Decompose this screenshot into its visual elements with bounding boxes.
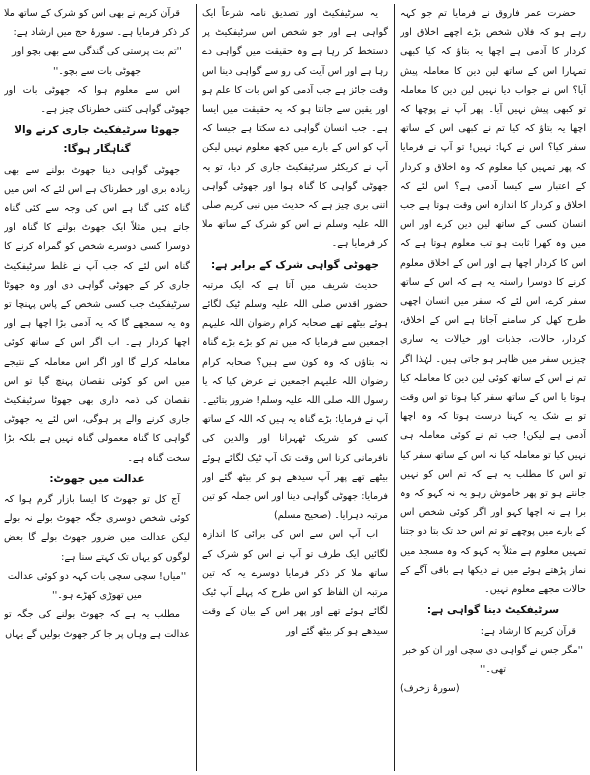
column-divider [394, 4, 395, 771]
quoted-verse: ''تم بت پرستی کی گندگی سے بھی بچو اور جھوٹی بات سے بچو۔'' [12, 46, 182, 77]
paragraph: مطلب یہ ہے کہ جھوٹ بولنے کی جگہ تو عدالت ہے وہاں پر جا کر جھوٹ بولیں گے یہاں [4, 609, 190, 640]
document-page [4, 4, 586, 771]
text-column-left [4, 4, 190, 771]
paragraph: یہ سرٹیفکیٹ اور تصدیق نامہ شرعاً ایک گواہی ہے اور جو شخص اس سرٹیفکیٹ پر دستخط کر رہا ہے وہ حقیقت میں گواہی دے رہا ہے اور اس آیت کی رو سے گواہی دینا اس وقت جائز ہے جب آدمی کو اس بات کا علم ہو اور یقین سے جانتا ہو کہ یہ حقیقت میں ایسا ہے۔ جب انسان گواہی دے سکتا ہے جیسا کہ آپ کو اس کے بارے میں کچھ معلوم نہیں لیکن آپ نے کریکٹر سرٹیفکیٹ جاری کر دیا، تو یہ جھوٹی گواہی کا گناہ ہوا اور جھوٹی گواہی اتنی بری چیز ہے کہ حدیث میں نبی کریم صلی اللہ علیہ وسلم نے اس کو شرک کے ساتھ ملا کر فرمایا ہے۔ [202, 8, 388, 250]
paragraph: اس سے معلوم ہوا کہ جھوٹی بات اور جھوٹی گواہی کتنی خطرناک چیز ہے۔ [4, 84, 190, 116]
paragraph: قرآن کریم کا ارشاد ہے: [480, 625, 576, 637]
text-column-right [400, 4, 586, 771]
section-heading: سرٹیفکیٹ دینا گواہی ہے: [426, 604, 560, 617]
section-heading: جھوٹی گواہی شرک کے برابر ہے: [211, 258, 379, 271]
section-heading: جھوٹا سرٹیفکیٹ جاری کرنے والا گناہگار ہوگا: [14, 124, 180, 156]
source-reference: (سورۂ زخرف) [400, 683, 460, 695]
section-heading: عدالت میں جھوٹ: [49, 472, 145, 485]
paragraph: قرآن کریم نے بھی اس کو شرک کے ساتھ ملا کر ذکر فرمایا ہے۔ سورۂ حج میں ارشاد ہے: [4, 8, 190, 39]
quoted-verse: ''مگر جس نے گواہی دی سچی اور ان کو خبر تھی۔'' [402, 644, 583, 675]
paragraph: اب آپ اس سے اس کی برائی کا اندازہ لگائیں ایک طرف تو آپ نے اس کو شرک کے ساتھ ملا کر ذکر فرمایا دوسرے یہ کہ تین مرتبہ ان الفاظ کو اس طرح کہ پہلے آپ ٹیک لگائے ہوئے تھے اور پھر اس کے بیان کے وقت سیدھے ہو کر بیٹھ گئے اور [202, 529, 388, 637]
paragraph: حدیث شریف میں آتا ہے کہ ایک مرتبہ حضور اقدس صلی اللہ علیہ وسلم ٹیک لگائے ہوئے بیٹھے تھے صحابہ کرام رضوان اللہ علیہم اجمعین سے فرمایا کہ میں تم کو بڑے بڑے گناہ نہ بتاؤں کہ وہ کون سے ہیں؟ صحابہ کرام رضوان اللہ علیہم اجمعین نے عرض کیا کہ یا رسول اللہ صلی اللہ علیہ وسلم! ضرور بتائیے۔ آپ نے فرمایا: بڑے گناہ یہ ہیں کہ اللہ کے ساتھ کسی کو شریک ٹھہرانا اور والدین کی نافرمانی کرنا اس وقت تک آپ ٹیک لگائے ہوئے بیٹھے تھے پھر آپ سیدھے ہو کر بیٹھ گئے اور فرمایا: جھوٹی گواہی دینا اور اس جملہ کو تین مرتبہ دہرایا۔ (صحیح مسلم) [202, 279, 388, 522]
column-divider [196, 4, 197, 771]
paragraph: حضرت عمر فاروق نے فرمایا تم جو کہہ رہے ہو کہ فلاں شخص بڑے اچھے اخلاق اور کردار کا آدمی ہے اچھا یہ بتاؤ کہ کیا کبھی تمہارا اس کے ساتھ لین دین کا معاملہ پیش آیا؟ اس نے جواب دیا نہیں لین دین کا معاملہ تو کبھی پیش نہیں آیا۔ پھر آپ نے پوچھا کہ اچھا یہ بتاؤ کہ کیا تم نے کبھی اس کے ساتھ سفر کیا؟ اس نے کہا: نہیں! تو آپ نے فرمایا کہ پھر تمہیں کیا معلوم کہ وہ اخلاق و کردار کے اعتبار سے کیسا آدمی ہے؟ اس لئے کہ اخلاق و کردار کا اندازہ اس وقت ہوتا ہے جب انسان کسی کے ساتھ لین دین کرے اور اس میں وہ کھرا ثابت ہو تب معلوم ہوتا ہے کہ اس کا کردار اچھا ہے اور اس کے اخلاق معلوم کرنے کا دوسرا راستہ یہ ہے کہ اس کے ساتھ سفر کرے، اس لئے کہ سفر میں انسان اچھی طرح کھل کر سامنے آجاتا ہے اس کے اخلاق، کردار، حالات، جذبات اور خیالات یہ ساری چیزیں سفر میں ظاہر ہو جاتی ہیں۔ لہٰذا اگر تم نے اس کے ساتھ کوئی لین دین کا معاملہ کیا ہوتا یا اس کے ساتھ سفر کیا ہوتا تو اس وقت تو بے شک یہ کہنا درست ہوتا کہ وہ اچھا آدمی ہے لیکن! جب تم نے کوئی معاملہ ہی نہیں کیا تو معاملہ کیا نہ اس کے ساتھ سفر کیا تو اس کا مطلب یہ ہے کہ تم اس کو نہیں جانتے ہو تو پھر خاموش رہو یہ نہ کہو کہ وہ برا ہے نہ اچھا کہو اور اگر کوئی شخص اس کے بارے میں پوچھے تو تم اس حد تک بتا دو جتنا تمہیں معلوم ہے مثلاً یہ کہو کہ وہ مسجد میں نماز پڑھتے ہوئے میں نے دیکھا ہے باقی آگے کے حالات مجھے معلوم نہیں۔ [400, 8, 586, 596]
paragraph: جھوٹی گواہی دینا جھوٹ بولنے سے بھی زیادہ بری اور خطرناک ہے اس لئے کہ اس میں گناہ کئی گنا ہے اس کی وجہ سے کئی گناہ جاتے ہیں مثلاً ایک جھوٹ بولنے کا گناہ اور دوسرا کسی دوسرے شخص کو گمراہ کرنے کا گناہ اس لئے کہ جب آپ نے غلط سرٹیفکیٹ جاری کر کے جھوٹی گواہی دی اور وہ جھوٹا سرٹیفکیٹ جب کسی شخص کے پاس پہنچا تو وہ یہ سمجھے گا کہ یہ آدمی بڑا اچھا ہے اور اچھا کردار ہے۔ اب اگر اس کے ساتھ کوئی معاملہ کرلے گا اور اگر اس معاملہ کے نتیجے میں اس کو کوئی نقصان پہنچ گیا تو اس نقصان کی ذمہ داری بھی جھوٹا سرٹیفکیٹ جاری کرنے والے پر ہوگی، اس لئے یہ جھوٹی گواہی کا گناہ معمولی گناہ نہیں ہے بلکہ بڑا سخت گناہ ہے۔ [4, 164, 190, 464]
text-column-middle [202, 4, 388, 771]
paragraph: آج کل تو جھوٹ کا ایسا بازار گرم ہوا کہ کوئی شخص دوسری جگہ جھوٹ بولے نہ بولے لیکن عدالت میں ضرور جھوٹ بولے گا بعض لوگوں کو یہاں تک کہتے سنا ہے: [4, 494, 190, 563]
quoted-verse: ''میاں! سچی سچی بات کہہ دو کوئی عدالت میں تھوڑی کھڑے ہو۔'' [7, 570, 187, 602]
